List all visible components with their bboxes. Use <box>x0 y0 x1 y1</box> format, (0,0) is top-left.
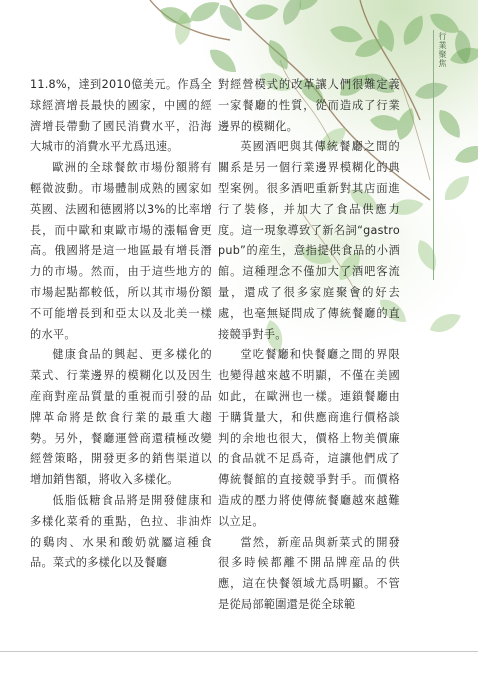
footer-divider <box>0 651 478 652</box>
paragraph: 英國酒吧與其傳統餐廳之間的關系是另一個行業邊界模糊化的典型案例。很多酒吧重新對其店面進行了裝修，并加大了食品供應力度。這一現象導致了新名詞“gastro pub”的産生，意指提供食品的小酒館。這種理念不僅加大了酒吧客流量，還成了很多家庭聚會的好去處，也毫無疑問成了傳統餐廳的直接競爭對手。 <box>218 140 400 341</box>
paragraph: 堂吃餐廳和快餐廳之間的界限也變得越來越不明顯，不僅在美國如此，在歐洲也一樣。連鎖餐廳由于購貨量大，和供應商進行價格談判的余地也很大，價格上物美價廉的食品就不足爲奇，這讓他們成了傳統餐館的直接競爭對手。而價格造成的壓力將使傳統餐廳越來越難以立足。 <box>218 348 400 528</box>
sidebar-divider <box>433 30 434 280</box>
section-tab: 行業聚焦 <box>438 32 447 68</box>
left-column <box>30 75 212 574</box>
paragraph: 低脂低糖食品將是開發健康和多樣化菜肴的重點，色拉、非油炸的鷄肉、水果和酸奶就屬這種食品。菜式的多樣化以及餐廳 <box>30 493 212 570</box>
paragraph: 健康食品的興起、更多樣化的菜式、行業邊界的模糊化以及因生産商對産品質量的重視而引發的品牌革命將是飲食行業的最重大趨勢。另外，餐廳運營商還積極改變經營策略，開發更多的銷售渠道以增加銷售額，將收入多樣化。 <box>30 348 212 487</box>
paragraph: 11.8%，達到2010億美元。作爲全球經濟增長最快的國家，中國的經濟增長帶動了國民消費水平，沿海大城市的消費水平尤爲迅速。 <box>30 78 212 154</box>
right-column <box>218 75 400 616</box>
paragraph: 對經營模式的改革讓人們很難定義一家餐廳的性質，從而造成了行業邊界的模糊化。 <box>218 78 400 133</box>
paragraph: 歐洲的全球餐飲市場份額將有輕微波動。市場體制成熟的國家如英國、法國和德國將以3%的比率增長，而中歐和東歐市場的漲幅會更高。俄國將是這一地區最有增長潛力的市場。然而，由于這些地方的市場起點都較低，所以其市場份額不可能增長到和亞太以及北美一樣的水平。 <box>30 161 212 341</box>
paragraph: 當然，新産品與新菜式的開發很多時候都離不開品牌産品的供應，這在快餐領域尤爲明顯。不管是從局部範圍還是從全球範 <box>218 535 400 611</box>
